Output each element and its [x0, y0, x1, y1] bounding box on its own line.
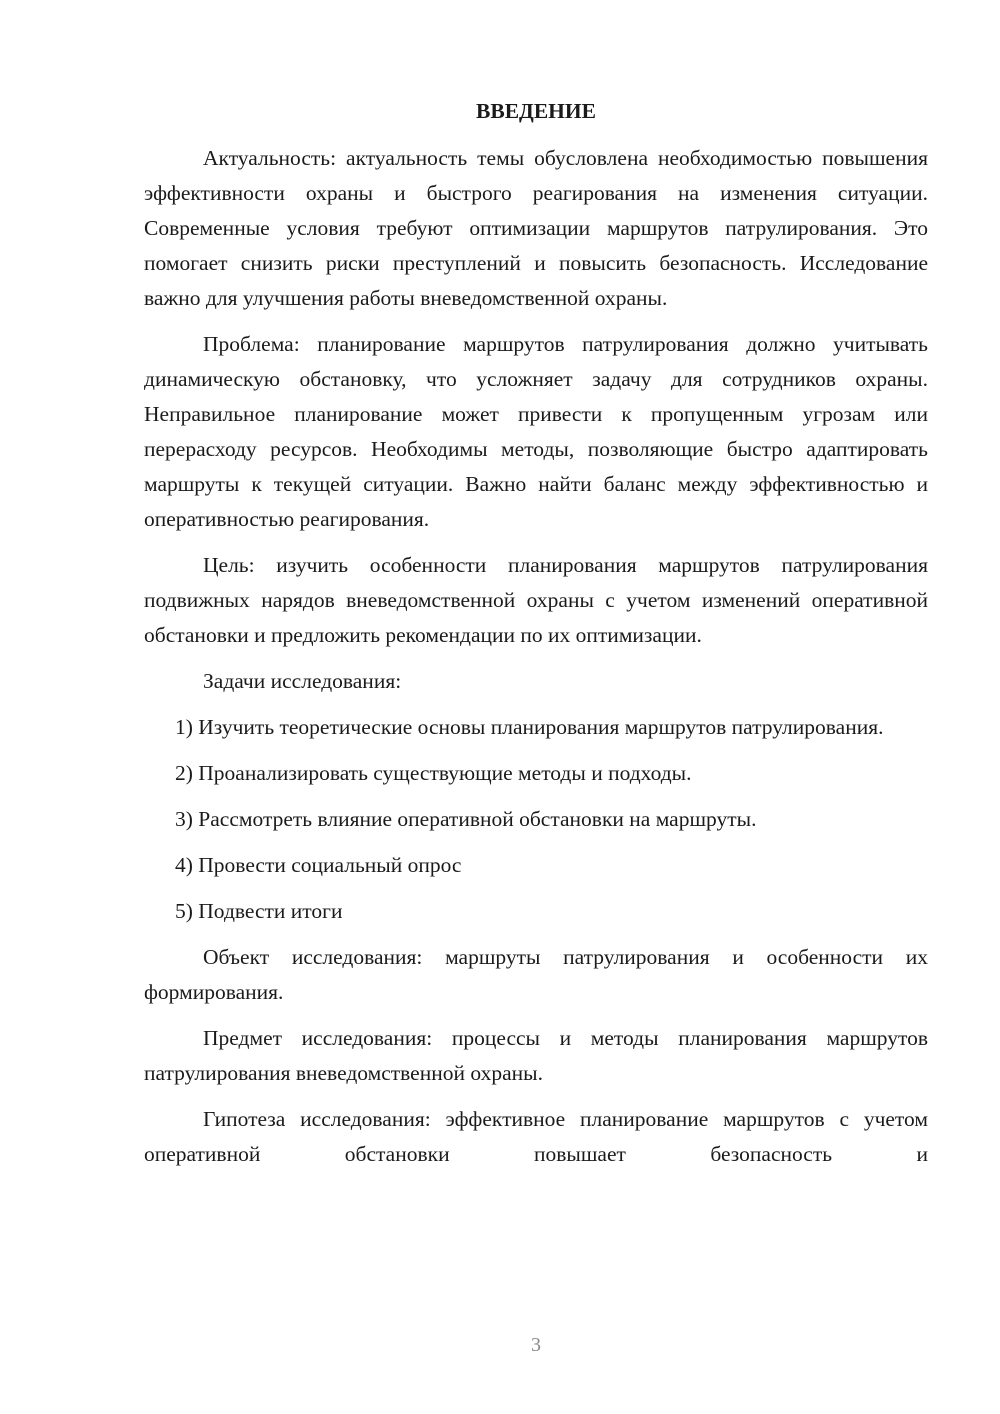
task-item-3: 3) Рассмотреть влияние оперативной обстановки на маршруты. [175, 807, 757, 831]
paragraph-problem: Проблема: планирование маршрутов патрулирования должно учитывать динамическую обстановку, что усложняет задачу для сотрудников охраны. Неправильное планирование может привести к пропущенным угрозам или перерасходу ресурсов. Необходимы методы, позволяющие быстро адаптировать маршруты к текущей ситуации. Важно найти баланс между эффективностью и оперативностью реагирования. [144, 332, 928, 531]
task-item-4: 4) Провести социальный опрос [175, 853, 462, 877]
paragraph-relevance: Актуальность: актуальность темы обусловлена необходимостью повышения эффективности охраны и быстрого реагирования на изменения ситуации. Современные условия требуют оптимизации маршрутов патрулирования. Это помогает снизить риски преступлений и повысить безопасность. Исследование важно для улучшения работы вневедомственной охраны. [144, 146, 928, 310]
task-item-1: 1) Изучить теоретические основы планирования маршрутов патрулирования. [175, 715, 884, 739]
paragraph-tasks-heading: Задачи исследования: [203, 669, 402, 693]
paragraph-object: Объект исследования: маршруты патрулирования и особенности их формирования. [144, 945, 928, 1004]
section-title: ВВЕДЕНИЕ [476, 99, 596, 123]
task-item-2: 2) Проанализировать существующие методы и подходы. [175, 761, 692, 785]
paragraph-goal: Цель: изучить особенности планирования маршрутов патрулирования подвижных нарядов вневедомственной охраны с учетом изменений оперативной обстановки и предложить рекомендации по их оптимизации. [144, 553, 928, 647]
page-number: 3 [531, 1334, 541, 1356]
document-page [144, 94, 928, 1172]
task-item-5: 5) Подвести итоги [175, 899, 343, 923]
paragraph-subject: Предмет исследования: процессы и методы планирования маршрутов патрулирования вневедомственной охраны. [144, 1026, 928, 1085]
paragraph-hypothesis: Гипотеза исследования: эффективное планирование маршрутов с учетом оперативной обстановки повышает безопасность и [144, 1107, 928, 1166]
